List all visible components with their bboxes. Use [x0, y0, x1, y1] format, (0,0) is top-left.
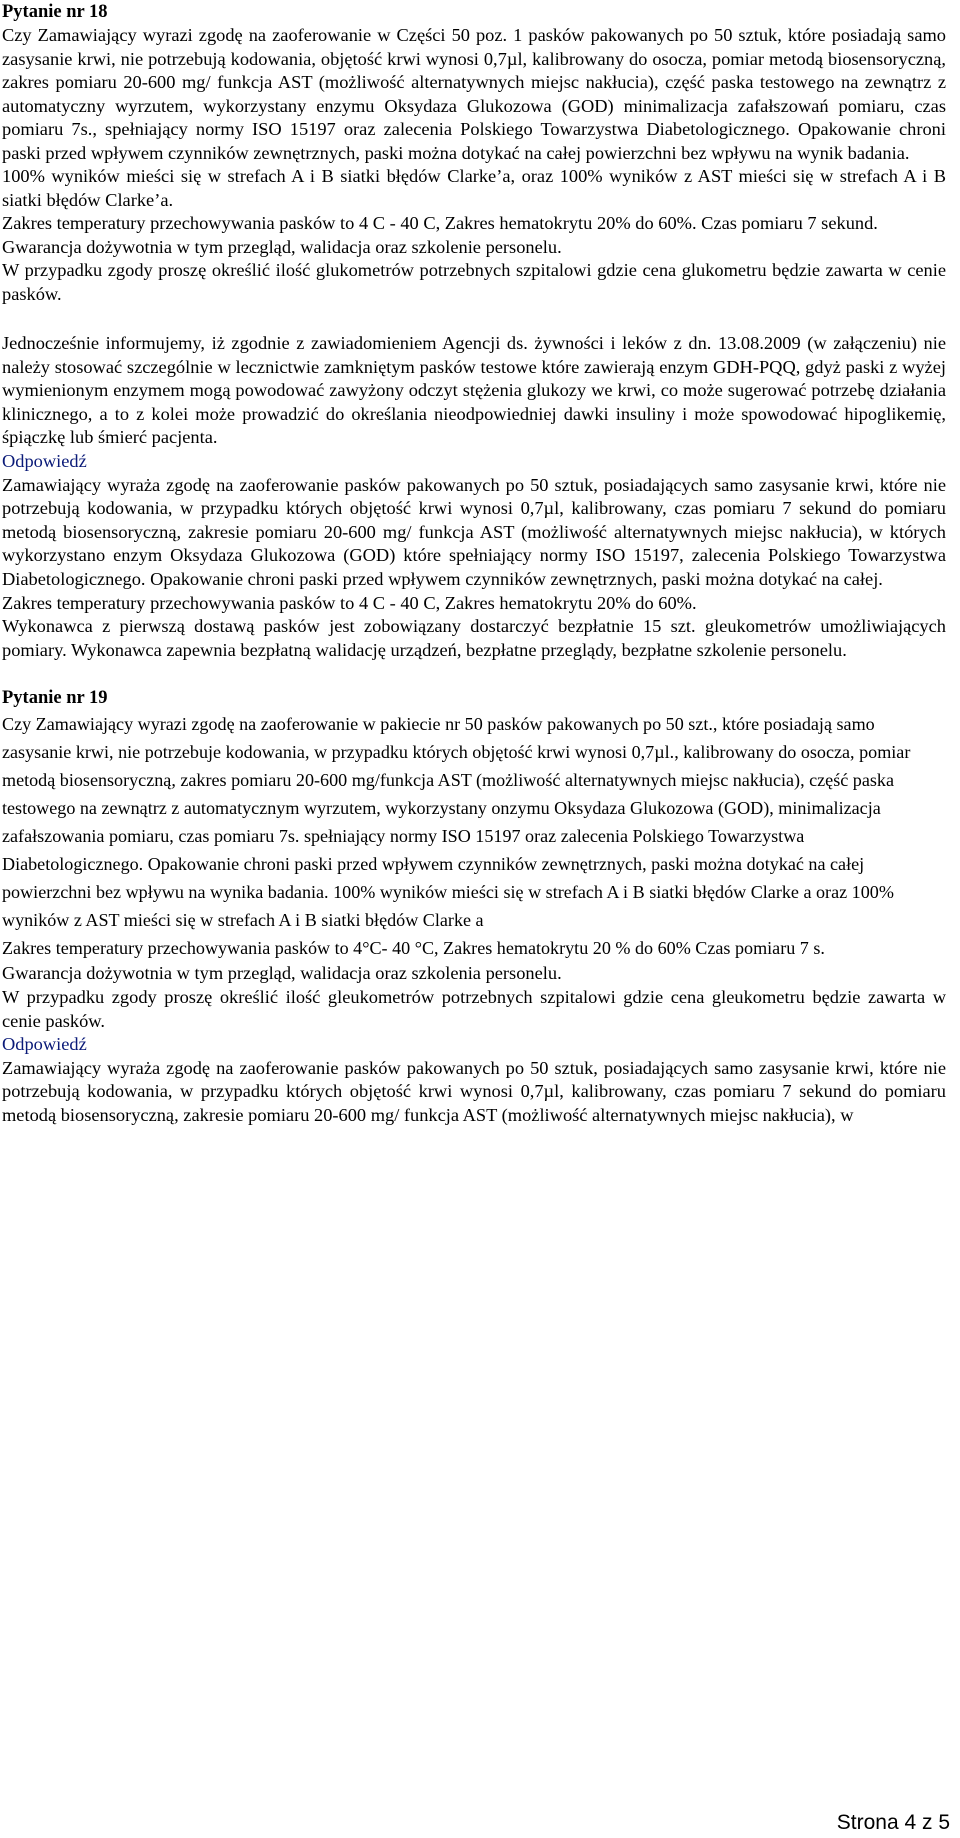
- question-18-answer: Zamawiający wyraża zgodę na zaoferowanie pasków pakowanych po 50 sztuk, posiadających samo zasysanie krwi, które nie potrzebują kodowania, w przypadku których objętość krwi wynosi 0,7µl, kalibrowany, czas pomiaru 7 sekund do pomiaru metodą biosensoryczną, zakresie pomiaru 20-600 mg/ funkcja AST (możliwość alternatywnych miejsc nakłucia), w których wykorzystano enzym Oksydaza Glukozowa (GOD) które spełniający normy ISO 15197, zalecenia Polskiego Towarzystwa Diabetologicznego. Opakowanie chroni paski przed wpływem czynników zewnętrznych, paski można dotykać na całej.: [2, 474, 946, 589]
- question-19-heading: Pytanie nr 19: [2, 688, 108, 709]
- page-number: Strona 4 z 5: [836, 1811, 950, 1834]
- question-18-notice: Jednocześnie informujemy, iż zgodnie z zawiadomieniem Agencji ds. żywności i leków z dn. 13.08.2009 (w załączeniu) nie należy stosować szczególnie w lecznictwie zamkniętym pasków testowe które zawierają enzym GDH-PQQ, gdyż paski z wyżej wymienionym enzymem mogą powodować zawyżony odczyt stężenia glukozy we krwi, co może sugerować potrzebę działania klinicznego, a to z kolei może prowadzić do określania nieodpowiedniej dawki insuliny i może spowodować hipoglikemię, śpiączkę lub śmierć pacjenta.: [2, 333, 946, 448]
- question-18-answer-label: Odpowiedź: [2, 450, 87, 471]
- question-18-text: Czy Zamawiający wyrazi zgodę na zaoferowanie w Części 50 poz. 1 pasków pakowanych po 50 sztuk, które posiadają samo zasysanie krwi, nie potrzebują kodowania, objętość krwi wynosi 0,7µl, kalibrowany do osocza, pomiar metodą biosensoryczną, zakres pomiaru 20-600 mg/ funkcja AST (możliwość alternatywnych miejsc nakłucia), część paska testowego na zewnątrz z automatyczny wyrzutem, wykorzystany enzymu Oksydaza Glukozowa (GOD) minimalizacja zafałszowań pomiaru, czas pomiaru 7s., spełniający normy ISO 15197 oraz zalecenia Polskiego Towarzystwa Diabetologicznego. Opakowanie chroni paski przed wpływem czynników zewnętrznych, paski można dotykać na całej powierzchni bez wpływu na wynik badania.: [2, 25, 946, 163]
- question-18-heading: Pytanie nr 18: [2, 2, 108, 22]
- question-18-clarke: 100% wyników mieści się w strefach A i B siatki błędów Clarke’a, oraz 100% wyników z AST mieści się w strefach A i B siatki błędów Clarke’a.: [2, 166, 946, 210]
- question-19-answer: Zamawiający wyraża zgodę na zaoferowanie pasków pakowanych po 50 sztuk, posiadających samo zasysanie krwi, które nie potrzebują kodowania, w przypadku których objętość krwi wynosi 0,7µl, kalibrowany, czas pomiaru 7 sekund do pomiaru metodą biosensoryczną, zakresie pomiaru 20-600 mg/ funkcja AST (możliwość alternatywnych miejsc nakłucia), w: [2, 1057, 946, 1125]
- question-19-temperature: Zakres temperatury przechowywania pasków to 4°C- 40 °C, Zakres hematokrytu 20 % do 60% Czas pomiaru 7 s.: [2, 938, 825, 959]
- question-19-count-request: W przypadku zgody proszę określić ilość gleukometrów potrzebnych szpitalowi gdzie cena gleukometru będzie zawarta w cenie pasków.: [2, 986, 946, 1031]
- document-page: [2, 0, 946, 1127]
- question-18-warranty: Gwarancja dożywotnia w tym przegląd, walidacja oraz szkolenie personelu.: [2, 236, 562, 257]
- question-19-answer-label: Odpowiedź: [2, 1034, 87, 1055]
- question-18-answer-supply: Wykonawca z pierwszą dostawą pasków jest zobowiązany dostarczyć bezpłatnie 15 szt. gleukometrów umożliwiających pomiary. Wykonawca zapewnia bezpłatną walidację urządzeń, bezpłatne przeglądy, bezpłatne szkolenie personelu.: [2, 616, 946, 660]
- question-19-warranty: Gwarancja dożywotnia w tym przegląd, walidacja oraz szkolenia personelu.: [2, 963, 562, 984]
- question-19-text: Czy Zamawiający wyrazi zgodę na zaoferowanie w pakiecie nr 50 pasków pakowanych po 50 szt., które posiadają samo zasysanie krwi, nie potrzebuje kodowania, w przypadku których objętość krwi wynosi 0,7µl., kalibrowany do osocza, pomiar metodą biosensoryczną, zakres pomiaru 20-600 mg/funkcja AST (możliwość alternatywnych miejsc nakłucia), część paska testowego na zewnątrz z automatycznym wyrzutem, wykorzystany onzymu Oksydaza Glukozowa (GOD), minimalizacja zafałszowania pomiaru, czas pomiaru 7s. spełniający normy ISO 15197 oraz zalecenia Polskiego Towarzystwa Diabetologicznego. Opakowanie chroni paski przed wpływem czynników zewnętrznych, paski można dotykać na całej powierzchni bez wpływu na wynika badania. 100% wyników mieści się w strefach A i B siatki błędów Clarke a oraz 100% wyników z AST mieści się w strefach A i B siatki błędów Clarke a: [2, 714, 911, 931]
- question-18-count-request: W przypadku zgody proszę określić ilość glukometrów potrzebnych szpitalowi gdzie cena glukometru będzie zawarta w cenie pasków.: [2, 260, 946, 304]
- question-18-temperature: Zakres temperatury przechowywania pasków to 4 C - 40 C, Zakres hematokrytu 20% do 60%. Czas pomiaru 7 sekund.: [2, 213, 878, 233]
- question-18-answer-temperature: Zakres temperatury przechowywania pasków to 4 C - 40 C, Zakres hematokrytu 20% do 60%.: [2, 592, 697, 613]
